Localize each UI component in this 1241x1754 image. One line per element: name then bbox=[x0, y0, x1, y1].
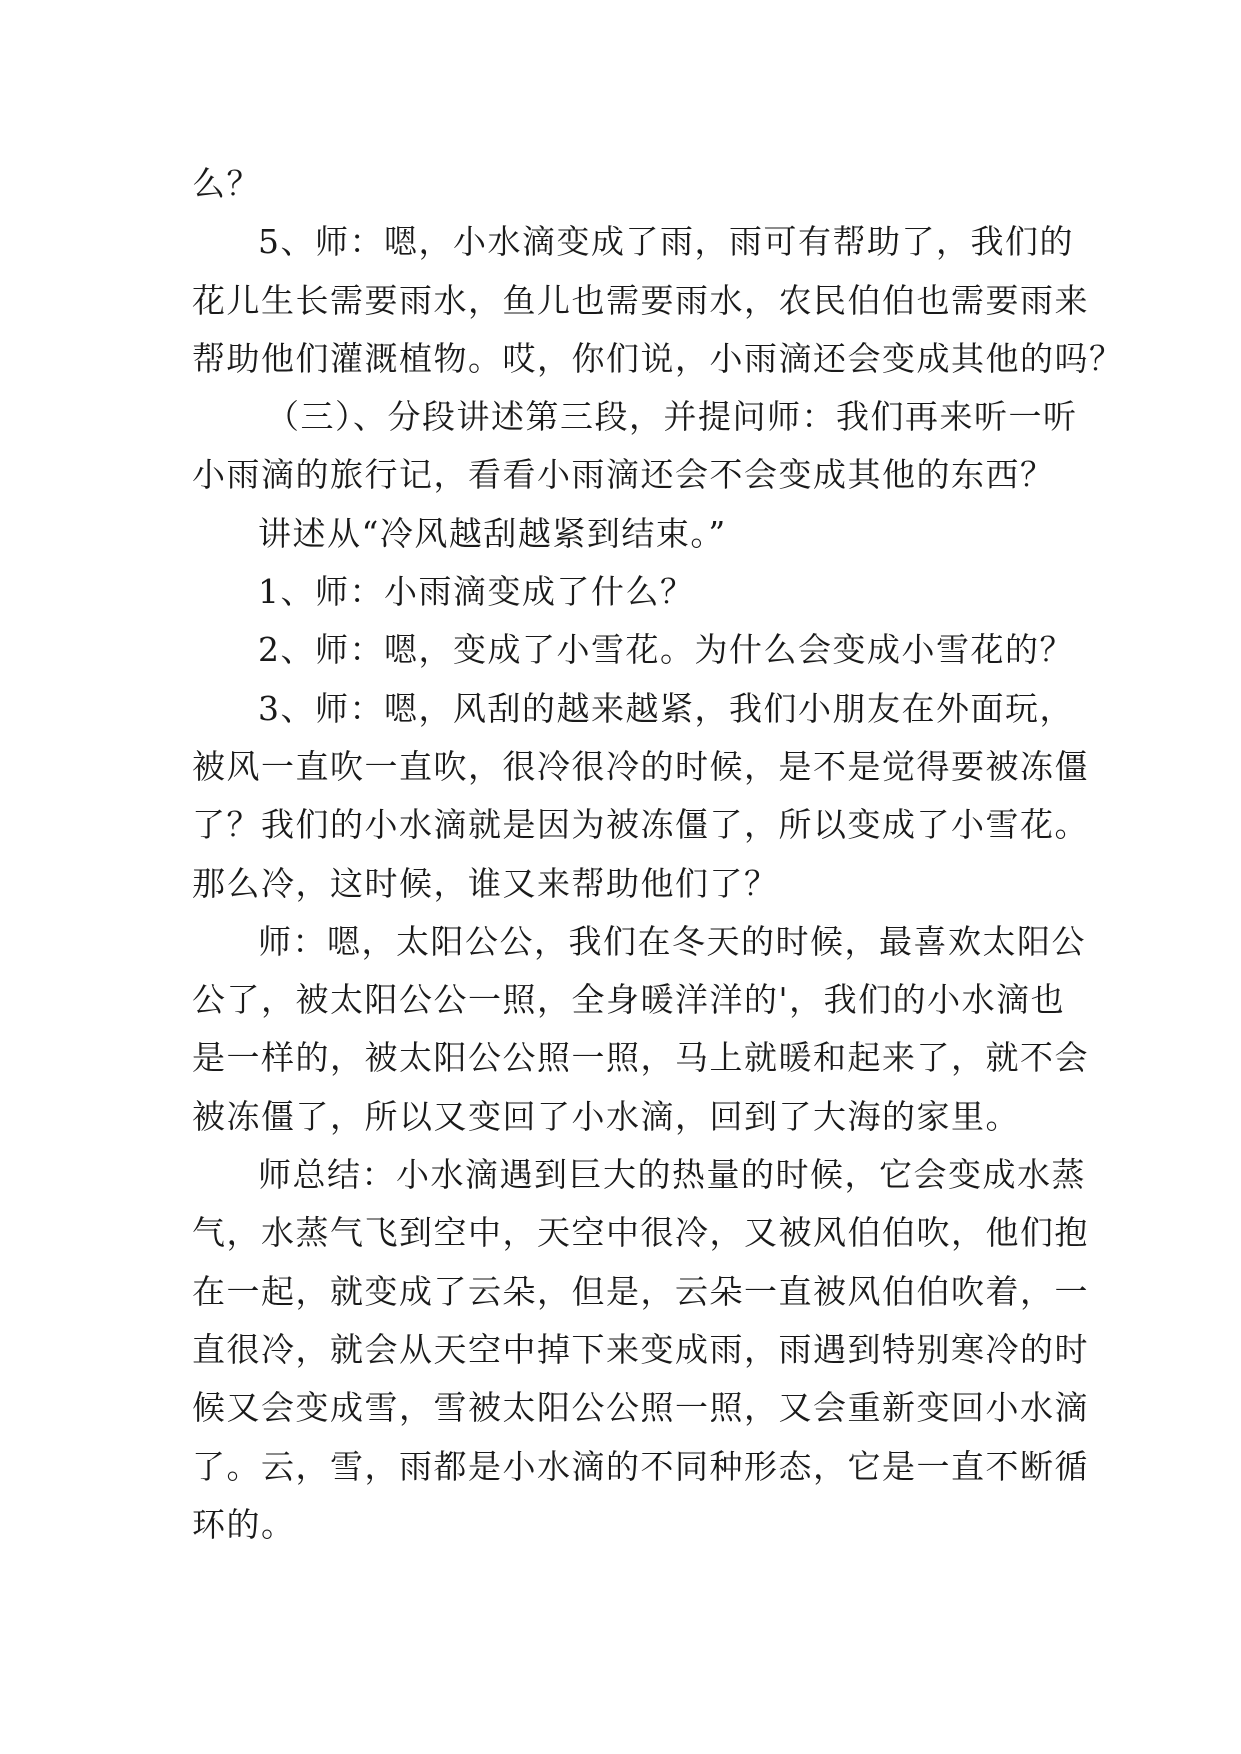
text-line: 被风一直吹一直吹，很冷很冷的时候，是不是觉得要被冻僵 bbox=[192, 746, 1089, 786]
text-line: 气，水蒸气飞到空中，天空中很冷，又被风伯伯吹，他们抱 bbox=[192, 1213, 1089, 1253]
text-line: 帮助他们灌溉植物。哎，你们说，小雨滴还会变成其他的吗？ bbox=[192, 338, 1124, 378]
text-line: 3、师：嗯，风刮的越来越紧，我们小朋友在外面玩， bbox=[258, 688, 1074, 728]
text-line: 么？ bbox=[192, 164, 261, 203]
text-line: 被冻僵了，所以又变回了小水滴，回到了大海的家里。 bbox=[192, 1096, 1020, 1136]
text-line: 了？我们的小水滴就是因为被冻僵了，所以变成了小雪花。 bbox=[192, 805, 1089, 845]
text-line: 师总结：小水滴遇到巨大的热量的时候，它会变成水蒸 bbox=[258, 1155, 1086, 1195]
text-line: 那么冷，这时候，谁又来帮助他们了？ bbox=[192, 863, 779, 903]
text-line: 直很冷，就会从天空中掉下来变成雨，雨遇到特别寒冷的时 bbox=[192, 1329, 1089, 1369]
text-line: 是一样的，被太阳公公照一照，马上就暖和起来了，就不会 bbox=[192, 1038, 1089, 1078]
section-heading: （三）、分段讲述第三段，并提问师：我们再来听一听 bbox=[266, 397, 1078, 437]
text-line: 1、师：小雨滴变成了什么？ bbox=[258, 572, 695, 612]
text-line: 小雨滴的旅行记，看看小雨滴还会不会变成其他的东西？ bbox=[192, 455, 1055, 495]
text-line: 花儿生长需要雨水，鱼儿也需要雨水，农民伯伯也需要雨来 bbox=[192, 280, 1089, 320]
text-line: 了。云，雪，雨都是小水滴的不同种形态，它是一直不断循 bbox=[192, 1446, 1089, 1486]
text-line: 公了，被太阳公公一照，全身暖洋洋的'，我们的小水滴也 bbox=[192, 980, 1066, 1020]
text-line: 师：嗯，太阳公公，我们在冬天的时候，最喜欢太阳公 bbox=[258, 921, 1086, 961]
text-line: 5、师：嗯，小水滴变成了雨，雨可有帮助了，我们的 bbox=[258, 222, 1074, 262]
text-line: 环的。 bbox=[192, 1504, 296, 1544]
text-line: 2、师：嗯，变成了小雪花。为什么会变成小雪花的？ bbox=[258, 630, 1074, 670]
document-body bbox=[192, 155, 1124, 1554]
text-line: 在一起，就变成了云朵，但是，云朵一直被风伯伯吹着，一 bbox=[192, 1271, 1089, 1311]
text-line: 讲述从“冷风越刮越紧到结束。” bbox=[258, 513, 727, 553]
text-line: 候又会变成雪，雪被太阳公公照一照，又会重新变回小水滴 bbox=[192, 1388, 1089, 1428]
